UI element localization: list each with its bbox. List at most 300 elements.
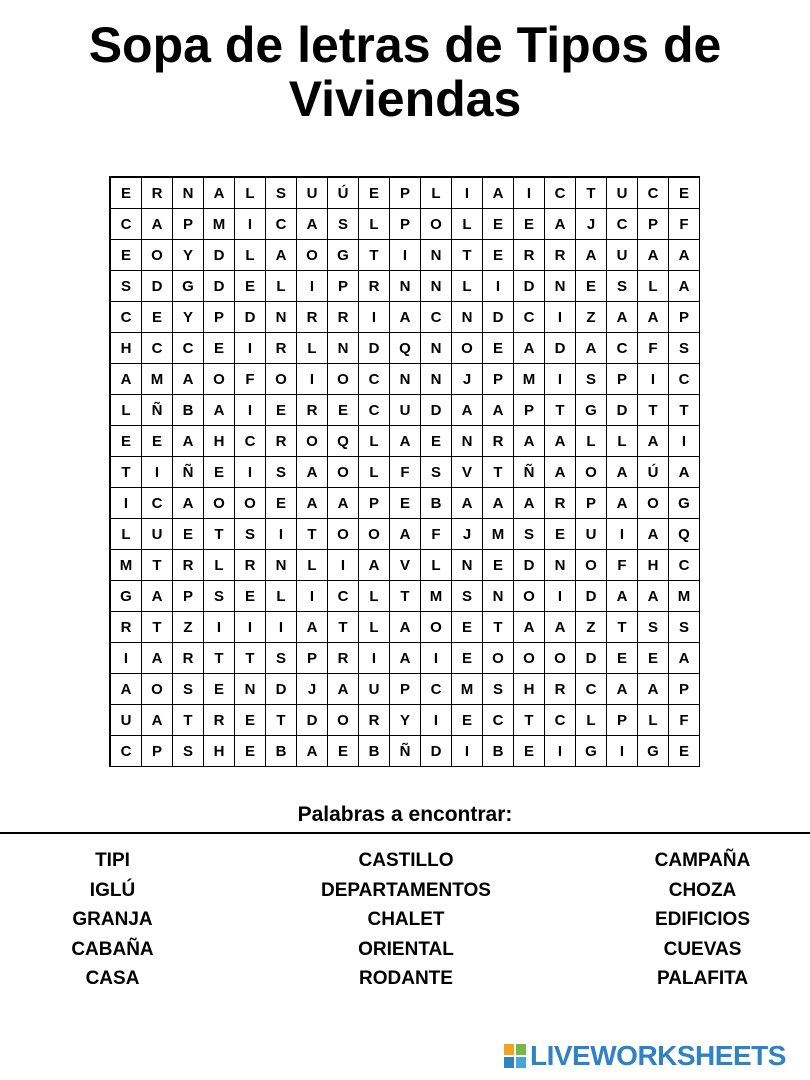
grid-cell[interactable]: R [545,240,576,271]
grid-cell[interactable]: A [638,240,669,271]
grid-cell[interactable]: M [421,581,452,612]
grid-cell[interactable]: S [421,457,452,488]
grid-cell[interactable]: D [359,333,390,364]
grid-cell[interactable]: M [452,674,483,705]
grid-cell[interactable]: D [607,395,638,426]
grid-cell[interactable]: E [111,426,142,457]
grid-cell[interactable]: N [390,364,421,395]
grid-cell[interactable]: E [111,178,142,209]
grid-cell[interactable]: I [545,736,576,767]
grid-cell[interactable]: N [173,178,204,209]
grid-cell[interactable]: J [452,364,483,395]
grid-cell[interactable]: R [266,426,297,457]
grid-cell[interactable]: A [297,209,328,240]
grid-cell[interactable]: O [328,364,359,395]
grid-cell[interactable]: E [669,736,700,767]
grid-cell[interactable]: C [421,302,452,333]
grid-cell[interactable]: M [514,364,545,395]
grid-cell[interactable]: A [390,426,421,457]
grid-cell[interactable]: T [173,705,204,736]
grid-cell[interactable]: E [204,457,235,488]
grid-cell[interactable]: N [421,240,452,271]
grid-cell[interactable]: R [235,550,266,581]
grid-cell[interactable]: A [390,519,421,550]
grid-cell[interactable]: E [173,519,204,550]
grid-cell[interactable]: Y [173,302,204,333]
grid-cell[interactable]: H [204,426,235,457]
grid-cell[interactable]: C [111,736,142,767]
grid-cell[interactable]: T [142,550,173,581]
grid-cell[interactable]: F [607,550,638,581]
grid-cell[interactable]: R [266,333,297,364]
grid-cell[interactable]: T [390,581,421,612]
grid-cell[interactable]: A [266,240,297,271]
grid-cell[interactable]: D [514,550,545,581]
grid-cell[interactable]: P [173,581,204,612]
grid-cell[interactable]: L [638,271,669,302]
grid-cell[interactable]: O [359,519,390,550]
grid-cell[interactable]: O [576,550,607,581]
grid-cell[interactable]: Q [390,333,421,364]
grid-cell[interactable]: C [669,364,700,395]
grid-cell[interactable]: O [297,426,328,457]
grid-cell[interactable]: U [111,705,142,736]
grid-cell[interactable]: F [421,519,452,550]
grid-cell[interactable]: O [514,581,545,612]
grid-cell[interactable]: A [607,581,638,612]
grid-cell[interactable]: Ñ [173,457,204,488]
grid-cell[interactable]: I [421,643,452,674]
grid-cell[interactable]: I [235,209,266,240]
grid-cell[interactable]: C [607,333,638,364]
grid-cell[interactable]: Q [328,426,359,457]
grid-cell[interactable]: O [142,240,173,271]
grid-cell[interactable]: P [390,178,421,209]
grid-cell[interactable]: I [514,178,545,209]
grid-cell[interactable]: S [266,457,297,488]
grid-cell[interactable]: A [638,302,669,333]
grid-cell[interactable]: A [669,457,700,488]
grid-cell[interactable]: R [545,488,576,519]
grid-cell[interactable]: S [514,519,545,550]
grid-cell[interactable]: L [359,612,390,643]
grid-cell[interactable]: E [204,333,235,364]
grid-cell[interactable]: A [669,271,700,302]
grid-cell[interactable]: S [173,674,204,705]
grid-cell[interactable]: A [607,302,638,333]
grid-cell[interactable]: L [111,395,142,426]
grid-cell[interactable]: I [359,643,390,674]
grid-cell[interactable]: S [266,643,297,674]
grid-cell[interactable]: N [545,550,576,581]
grid-cell[interactable]: T [204,519,235,550]
grid-cell[interactable]: J [452,519,483,550]
grid-cell[interactable]: A [359,550,390,581]
grid-cell[interactable]: T [607,612,638,643]
grid-cell[interactable]: E [452,705,483,736]
grid-cell[interactable]: O [421,612,452,643]
grid-cell[interactable]: P [390,674,421,705]
grid-cell[interactable]: I [235,395,266,426]
grid-cell[interactable]: D [576,643,607,674]
grid-cell[interactable]: D [204,271,235,302]
grid-cell[interactable]: E [576,271,607,302]
grid-cell[interactable]: C [638,178,669,209]
grid-cell[interactable]: A [390,643,421,674]
grid-cell[interactable]: L [576,426,607,457]
grid-cell[interactable]: A [638,581,669,612]
grid-cell[interactable]: S [576,364,607,395]
grid-cell[interactable]: O [204,488,235,519]
grid-cell[interactable]: R [142,178,173,209]
grid-cell[interactable]: R [514,240,545,271]
grid-cell[interactable]: E [266,488,297,519]
grid-cell[interactable]: E [514,736,545,767]
grid-cell[interactable]: R [111,612,142,643]
grid-cell[interactable]: Ú [328,178,359,209]
grid-cell[interactable]: E [545,519,576,550]
grid-cell[interactable]: A [514,333,545,364]
grid-cell[interactable]: I [545,364,576,395]
grid-cell[interactable]: I [142,457,173,488]
grid-cell[interactable]: I [545,302,576,333]
grid-cell[interactable]: O [297,240,328,271]
grid-cell[interactable]: A [297,612,328,643]
grid-cell[interactable]: Y [390,705,421,736]
grid-cell[interactable]: I [607,519,638,550]
grid-cell[interactable]: R [173,643,204,674]
grid-cell[interactable]: R [545,674,576,705]
grid-cell[interactable]: A [638,519,669,550]
grid-cell[interactable]: I [607,736,638,767]
grid-cell[interactable]: P [204,302,235,333]
grid-cell[interactable]: A [638,426,669,457]
grid-cell[interactable]: B [359,736,390,767]
grid-cell[interactable]: N [421,333,452,364]
grid-cell[interactable]: T [235,643,266,674]
grid-cell[interactable]: A [328,674,359,705]
grid-cell[interactable]: A [576,333,607,364]
grid-cell[interactable]: G [173,271,204,302]
grid-cell[interactable]: D [421,395,452,426]
grid-cell[interactable]: D [204,240,235,271]
grid-cell[interactable]: E [204,674,235,705]
grid-cell[interactable]: R [483,426,514,457]
grid-cell[interactable]: L [576,705,607,736]
grid-cell[interactable]: O [638,488,669,519]
grid-cell[interactable]: A [297,736,328,767]
grid-cell[interactable]: U [359,674,390,705]
grid-cell[interactable]: G [638,736,669,767]
grid-cell[interactable]: B [173,395,204,426]
grid-cell[interactable]: A [483,488,514,519]
grid-cell[interactable]: A [297,488,328,519]
grid-cell[interactable]: Y [173,240,204,271]
grid-cell[interactable]: E [483,333,514,364]
grid-cell[interactable]: I [111,488,142,519]
grid-cell[interactable]: O [514,643,545,674]
grid-cell[interactable]: A [545,209,576,240]
grid-cell[interactable]: R [328,643,359,674]
grid-cell[interactable]: U [576,519,607,550]
grid-cell[interactable]: P [390,209,421,240]
grid-cell[interactable]: F [390,457,421,488]
grid-cell[interactable]: D [545,333,576,364]
grid-cell[interactable]: Ú [638,457,669,488]
grid-cell[interactable]: A [142,643,173,674]
grid-cell[interactable]: A [545,612,576,643]
grid-cell[interactable]: A [545,426,576,457]
grid-cell[interactable]: I [452,736,483,767]
grid-cell[interactable]: L [452,209,483,240]
grid-cell[interactable]: P [638,209,669,240]
grid-cell[interactable]: C [483,705,514,736]
grid-cell[interactable]: I [483,271,514,302]
grid-cell[interactable]: C [669,550,700,581]
grid-cell[interactable]: D [235,302,266,333]
grid-cell[interactable]: C [359,395,390,426]
grid-cell[interactable]: D [576,581,607,612]
grid-cell[interactable]: E [669,178,700,209]
grid-cell[interactable]: D [297,705,328,736]
grid-cell[interactable]: C [576,674,607,705]
grid-cell[interactable]: P [607,364,638,395]
grid-cell[interactable]: A [142,581,173,612]
grid-cell[interactable]: O [266,364,297,395]
grid-cell[interactable]: O [328,457,359,488]
grid-cell[interactable]: P [514,395,545,426]
grid-cell[interactable]: V [452,457,483,488]
grid-cell[interactable]: A [607,488,638,519]
grid-cell[interactable]: S [111,271,142,302]
grid-cell[interactable]: D [142,271,173,302]
grid-cell[interactable]: R [359,271,390,302]
grid-cell[interactable]: H [638,550,669,581]
grid-cell[interactable]: A [328,488,359,519]
grid-cell[interactable]: L [359,457,390,488]
grid-cell[interactable]: Z [576,302,607,333]
grid-cell[interactable]: O [421,209,452,240]
grid-cell[interactable]: D [266,674,297,705]
grid-cell[interactable]: J [297,674,328,705]
grid-cell[interactable]: E [235,705,266,736]
grid-cell[interactable]: H [204,736,235,767]
grid-cell[interactable]: L [111,519,142,550]
grid-cell[interactable]: I [421,705,452,736]
grid-cell[interactable]: C [111,302,142,333]
word-search-grid[interactable] [109,176,700,767]
grid-cell[interactable]: P [669,302,700,333]
grid-cell[interactable]: A [638,674,669,705]
grid-cell[interactable]: C [328,581,359,612]
grid-cell[interactable]: S [483,674,514,705]
grid-cell[interactable]: C [235,426,266,457]
grid-cell[interactable]: L [452,271,483,302]
grid-cell[interactable]: I [266,519,297,550]
grid-cell[interactable]: E [359,178,390,209]
grid-cell[interactable]: S [204,581,235,612]
grid-cell[interactable]: P [328,271,359,302]
grid-cell[interactable]: O [545,643,576,674]
grid-cell[interactable]: T [638,395,669,426]
grid-cell[interactable]: L [297,333,328,364]
grid-cell[interactable]: N [483,581,514,612]
grid-cell[interactable]: A [173,488,204,519]
grid-cell[interactable]: Ñ [390,736,421,767]
grid-cell[interactable]: L [359,581,390,612]
grid-cell[interactable]: C [173,333,204,364]
grid-cell[interactable]: P [173,209,204,240]
grid-cell[interactable]: E [266,395,297,426]
grid-cell[interactable]: E [483,550,514,581]
grid-cell[interactable]: N [452,426,483,457]
grid-cell[interactable]: A [452,488,483,519]
grid-cell[interactable]: M [142,364,173,395]
grid-cell[interactable]: A [607,674,638,705]
grid-cell[interactable]: H [111,333,142,364]
grid-cell[interactable]: A [607,457,638,488]
grid-cell[interactable]: A [173,426,204,457]
grid-cell[interactable]: C [607,209,638,240]
grid-cell[interactable]: Z [173,612,204,643]
grid-cell[interactable]: U [607,178,638,209]
grid-cell[interactable]: Z [576,612,607,643]
grid-cell[interactable]: O [204,364,235,395]
grid-cell[interactable]: T [576,178,607,209]
grid-cell[interactable]: T [328,612,359,643]
grid-cell[interactable]: C [545,178,576,209]
grid-cell[interactable]: N [328,333,359,364]
grid-cell[interactable]: F [669,209,700,240]
grid-cell[interactable]: G [576,395,607,426]
grid-cell[interactable]: A [111,364,142,395]
grid-cell[interactable]: I [235,612,266,643]
grid-cell[interactable]: C [111,209,142,240]
grid-cell[interactable]: A [142,705,173,736]
grid-cell[interactable]: T [204,643,235,674]
grid-cell[interactable]: V [390,550,421,581]
grid-cell[interactable]: A [173,364,204,395]
grid-cell[interactable]: S [173,736,204,767]
grid-cell[interactable]: A [483,178,514,209]
grid-cell[interactable]: A [390,612,421,643]
grid-cell[interactable]: N [452,302,483,333]
grid-cell[interactable]: N [266,302,297,333]
grid-cell[interactable]: A [483,395,514,426]
grid-cell[interactable]: L [297,550,328,581]
grid-cell[interactable]: F [669,705,700,736]
grid-cell[interactable]: S [669,333,700,364]
grid-cell[interactable]: L [607,426,638,457]
grid-cell[interactable]: T [483,612,514,643]
grid-cell[interactable]: B [421,488,452,519]
grid-cell[interactable]: T [297,519,328,550]
grid-cell[interactable]: G [576,736,607,767]
grid-cell[interactable]: S [266,178,297,209]
grid-cell[interactable]: T [266,705,297,736]
grid-cell[interactable]: Ñ [142,395,173,426]
grid-cell[interactable]: N [266,550,297,581]
grid-cell[interactable]: O [483,643,514,674]
grid-cell[interactable]: E [328,736,359,767]
grid-cell[interactable]: I [111,643,142,674]
grid-cell[interactable]: I [669,426,700,457]
grid-cell[interactable]: F [638,333,669,364]
grid-cell[interactable]: A [204,178,235,209]
grid-cell[interactable]: C [266,209,297,240]
grid-cell[interactable]: S [669,612,700,643]
grid-cell[interactable]: S [638,612,669,643]
grid-cell[interactable]: A [111,674,142,705]
grid-cell[interactable]: C [421,674,452,705]
grid-cell[interactable]: M [204,209,235,240]
grid-cell[interactable]: C [514,302,545,333]
grid-cell[interactable]: O [142,674,173,705]
grid-cell[interactable]: I [390,240,421,271]
grid-cell[interactable]: N [545,271,576,302]
grid-cell[interactable]: A [576,240,607,271]
grid-cell[interactable]: A [142,209,173,240]
grid-cell[interactable]: I [266,612,297,643]
grid-cell[interactable]: E [235,581,266,612]
grid-cell[interactable]: A [452,395,483,426]
grid-cell[interactable]: E [421,426,452,457]
grid-cell[interactable]: N [235,674,266,705]
grid-cell[interactable]: I [204,612,235,643]
grid-cell[interactable]: A [669,643,700,674]
grid-cell[interactable]: E [111,240,142,271]
grid-cell[interactable]: E [514,209,545,240]
grid-cell[interactable]: N [452,550,483,581]
grid-cell[interactable]: E [638,643,669,674]
grid-cell[interactable]: S [328,209,359,240]
grid-cell[interactable]: I [297,581,328,612]
grid-cell[interactable]: H [514,674,545,705]
grid-cell[interactable]: R [328,302,359,333]
grid-cell[interactable]: A [204,395,235,426]
grid-cell[interactable]: U [297,178,328,209]
grid-cell[interactable]: A [545,457,576,488]
grid-cell[interactable]: I [297,364,328,395]
grid-cell[interactable]: I [328,550,359,581]
grid-cell[interactable]: E [452,612,483,643]
grid-cell[interactable]: O [328,519,359,550]
grid-cell[interactable]: I [235,457,266,488]
grid-cell[interactable]: P [297,643,328,674]
grid-cell[interactable]: E [483,240,514,271]
grid-cell[interactable]: U [390,395,421,426]
grid-cell[interactable]: P [142,736,173,767]
grid-cell[interactable]: C [142,488,173,519]
grid-cell[interactable]: L [421,550,452,581]
grid-cell[interactable]: D [421,736,452,767]
grid-cell[interactable]: C [545,705,576,736]
grid-cell[interactable]: L [266,581,297,612]
grid-cell[interactable]: R [297,302,328,333]
grid-cell[interactable]: O [235,488,266,519]
grid-cell[interactable]: G [328,240,359,271]
grid-cell[interactable]: O [576,457,607,488]
grid-cell[interactable]: O [452,333,483,364]
grid-cell[interactable]: I [235,333,266,364]
grid-cell[interactable]: T [545,395,576,426]
grid-cell[interactable]: J [576,209,607,240]
grid-cell[interactable]: I [545,581,576,612]
grid-cell[interactable]: A [514,612,545,643]
grid-cell[interactable]: N [390,271,421,302]
grid-cell[interactable]: A [390,302,421,333]
grid-cell[interactable]: E [235,736,266,767]
